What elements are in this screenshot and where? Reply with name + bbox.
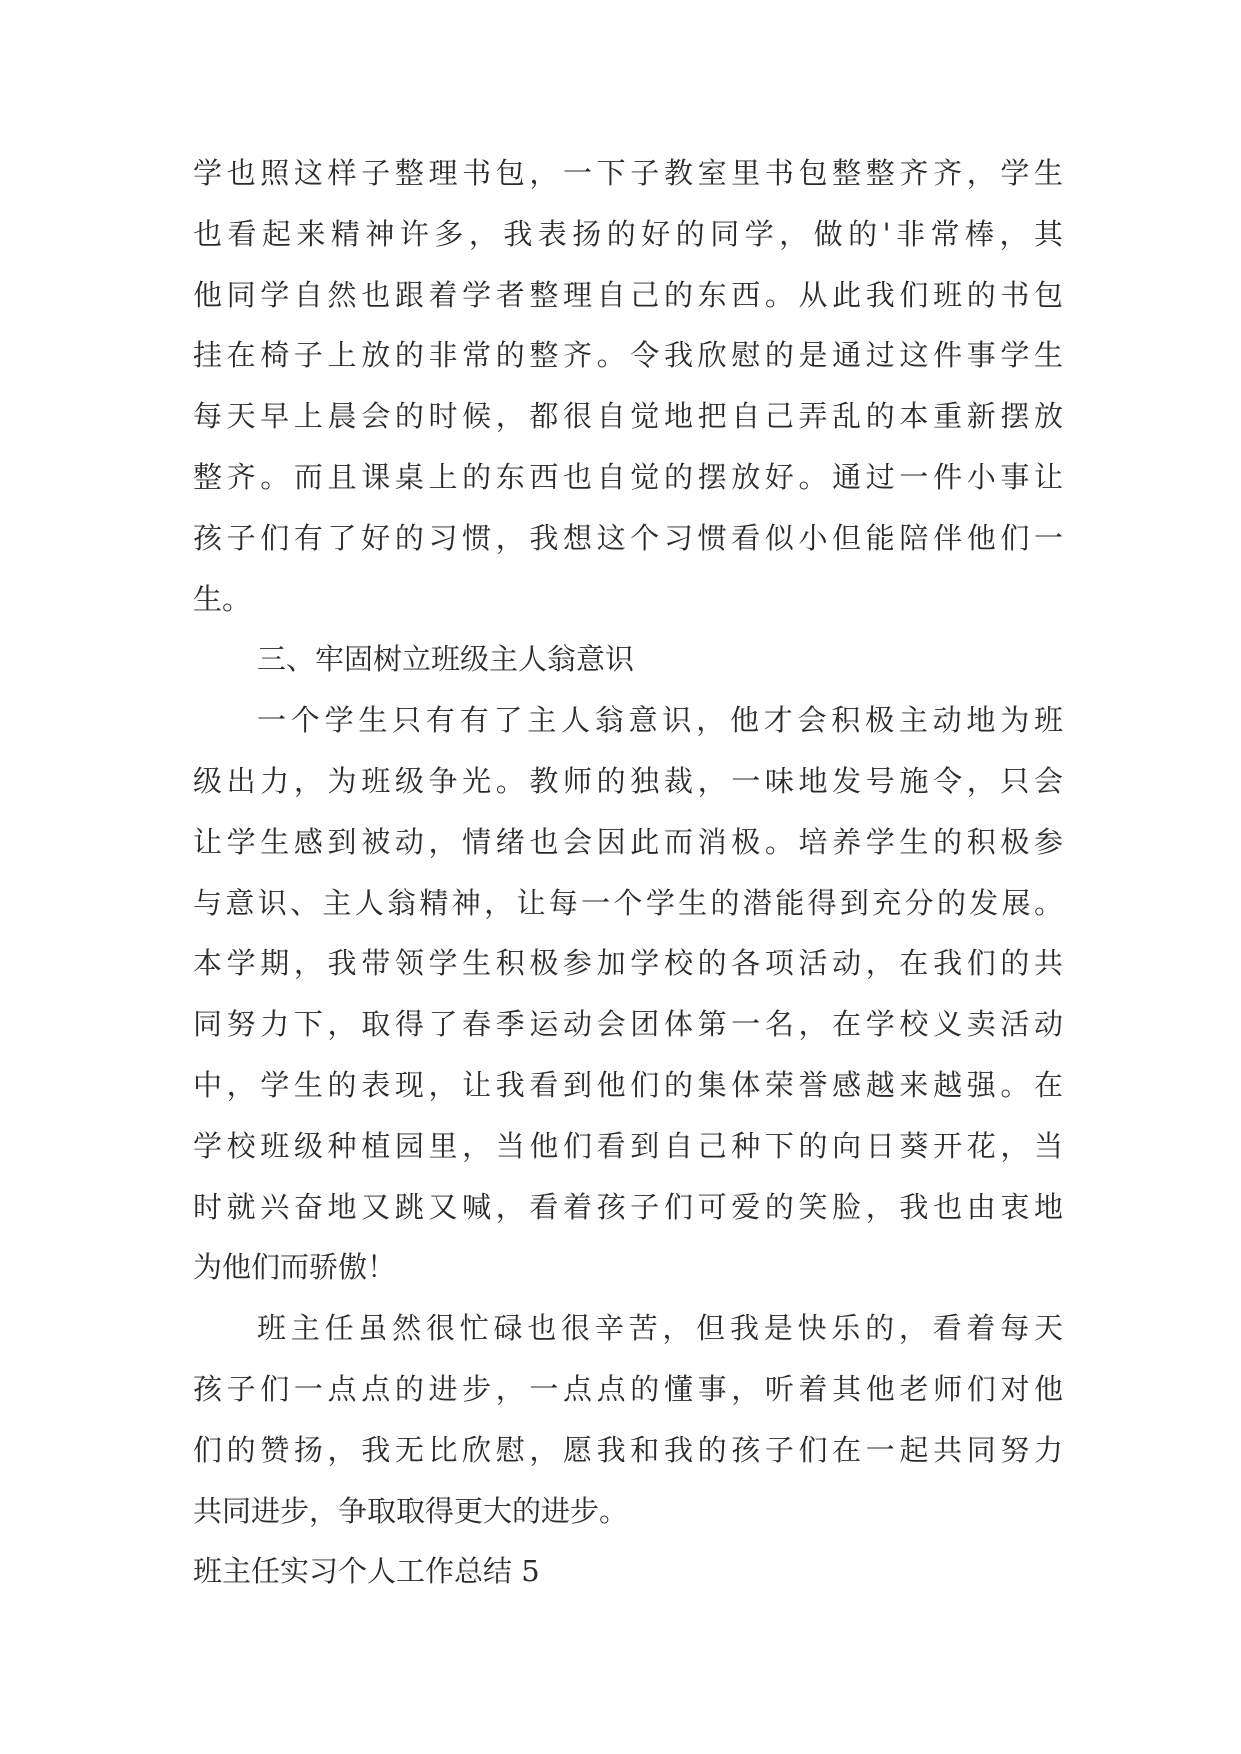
text-line: 也看起来精神许多，我表扬的好的同学，做的'非常棒，其: [193, 216, 1069, 251]
text-line: 共同进步，争取取得更大的进步。: [193, 1493, 629, 1528]
text-line: 他同学自然也跟着学者整理自己的东西。从此我们班的书包: [193, 277, 1068, 312]
text-line: 让学生感到被动，情绪也会因此而消极。培养学生的积极参: [193, 824, 1068, 859]
text-line: 中，学生的表现，让我看到他们的集体荣誉感越来越强。在: [193, 1067, 1068, 1102]
text-line: 们的赞扬，我无比欣慰，愿我和我的孩子们在一起共同努力: [193, 1432, 1068, 1467]
text-line: 每天早上晨会的时候，都很自觉地把自己弄乱的本重新摆放: [193, 399, 1068, 434]
text-line: 级出力，为班级争光。教师的独裁，一味地发号施令，只会: [193, 763, 1068, 798]
text-line: 本学期，我带领学生积极参加学校的各项活动，在我们的共: [193, 946, 1068, 981]
text-line: 生。: [193, 581, 252, 616]
text-line: 班主任实习个人工作总结 5: [193, 1554, 540, 1589]
text-line: 整齐。而且课桌上的东西也自觉的摆放好。通过一件小事让: [193, 459, 1068, 494]
text-line: 孩子们有了好的习惯，我想这个习惯看似小但能陪伴他们一: [193, 520, 1068, 555]
text-line: 三、牢固树立班级主人翁意识: [257, 642, 635, 677]
document-body: [193, 156, 1069, 1617]
text-line: 时就兴奋地又跳又喊，看着孩子们可爱的笑脸，我也由衷地: [193, 1189, 1068, 1224]
text-line: 与意识、主人翁精神，让每一个学生的潜能得到充分的发展。: [193, 885, 1067, 920]
text-line: 挂在椅子上放的非常的整齐。令我欣慰的是通过这件事学生: [193, 338, 1068, 373]
text-line: 同努力下，取得了春季运动会团体第一名，在学校义卖活动: [193, 1007, 1068, 1042]
text-line: 学校班级种植园里，当他们看到自己种下的向日葵开花，当: [193, 1128, 1068, 1163]
text-line: 学也照这样子整理书包，一下子教室里书包整整齐齐，学生: [193, 156, 1068, 190]
text-line: 孩子们一点点的进步，一点点的懂事，听着其他老师们对他: [193, 1371, 1068, 1406]
text-line: 班主任虽然很忙碌也很辛苦，但我是快乐的，看着每天: [257, 1311, 1068, 1346]
text-line: 为他们而骄傲！: [193, 1250, 397, 1285]
text-line: 一个学生只有有了主人翁意识，他才会积极主动地为班: [257, 703, 1068, 738]
